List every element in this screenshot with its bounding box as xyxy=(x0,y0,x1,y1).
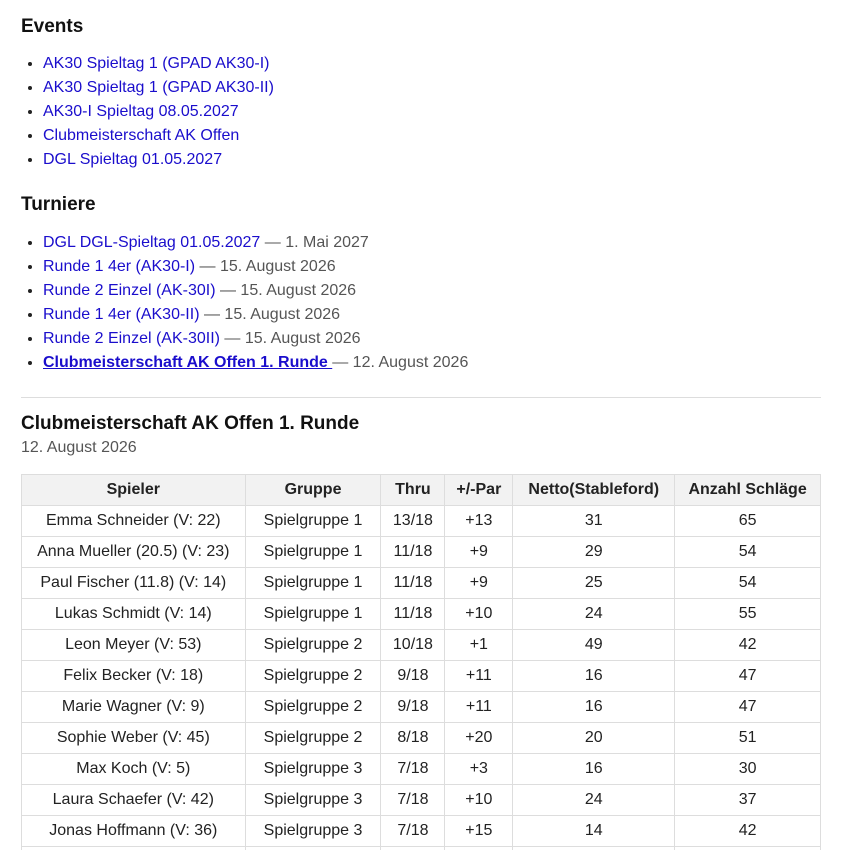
tournament-date: — 15. August 2026 xyxy=(215,282,357,299)
table-cell: +9 xyxy=(445,568,513,599)
tournament-link[interactable]: Runde 2 Einzel (AK-30I) xyxy=(43,282,216,299)
table-cell: 55 xyxy=(675,599,821,630)
turniere-list xyxy=(21,231,468,375)
table-cell: 24 xyxy=(513,785,675,816)
table-cell: 9/18 xyxy=(381,661,445,692)
event-link[interactable]: AK30 Spieltag 1 (GPAD AK30-II) xyxy=(43,79,274,96)
table-row xyxy=(22,754,821,785)
table-cell xyxy=(445,847,513,850)
table-cell: Max Koch (V: 5) xyxy=(22,754,246,785)
table-row xyxy=(22,723,821,754)
table-cell: 54 xyxy=(675,568,821,599)
table-row xyxy=(22,630,821,661)
column-header: Netto(Stableford) xyxy=(513,475,675,506)
table-cell: Leon Meyer (V: 53) xyxy=(22,630,246,661)
events-list xyxy=(21,52,274,172)
table-cell: 20 xyxy=(513,723,675,754)
table-cell: Lukas Schmidt (V: 14) xyxy=(22,599,246,630)
list-item xyxy=(43,303,468,327)
column-header: Gruppe xyxy=(245,475,381,506)
round-date: 12. August 2026 xyxy=(21,439,137,456)
table-cell: Sophie Weber (V: 45) xyxy=(22,723,246,754)
tournament-date: — 1. Mai 2027 xyxy=(260,234,369,251)
table-cell: +10 xyxy=(445,785,513,816)
table-row xyxy=(22,537,821,568)
table-cell: 11/18 xyxy=(381,537,445,568)
event-link[interactable]: AK30-I Spieltag 08.05.2027 xyxy=(43,103,239,120)
table-cell: 65 xyxy=(675,506,821,537)
table-row xyxy=(22,568,821,599)
turniere-heading: Turniere xyxy=(21,194,96,215)
list-item xyxy=(43,76,274,100)
tournament-link[interactable]: Runde 1 4er (AK30-I) xyxy=(43,258,196,275)
table-cell: 51 xyxy=(675,723,821,754)
list-item xyxy=(43,255,468,279)
table-cell: 11/18 xyxy=(381,568,445,599)
tournament-link-active[interactable]: Clubmeisterschaft AK Offen 1. Runde xyxy=(43,354,333,371)
table-cell: Spielgruppe 1 xyxy=(245,599,381,630)
table-cell: Spielgruppe 2 xyxy=(245,723,381,754)
table-cell: 7/18 xyxy=(381,754,445,785)
table-row xyxy=(22,816,821,847)
column-header: +/-Par xyxy=(445,475,513,506)
table-cell: +11 xyxy=(445,661,513,692)
table-cell: Marie Wagner (V: 9) xyxy=(22,692,246,723)
table-cell: +20 xyxy=(445,723,513,754)
table-cell: 54 xyxy=(675,537,821,568)
table-cell: 7/18 xyxy=(381,816,445,847)
tournament-link[interactable]: Runde 2 Einzel (AK-30II) xyxy=(43,330,220,347)
table-row xyxy=(22,506,821,537)
list-item xyxy=(43,148,274,172)
table-cell: +15 xyxy=(445,816,513,847)
table-cell: 31 xyxy=(513,506,675,537)
table-cell: Spielgruppe 1 xyxy=(245,568,381,599)
table-cell xyxy=(381,847,445,850)
table-cell: Anna Mueller (20.5) (V: 23) xyxy=(22,537,246,568)
table-cell: Spielgruppe 2 xyxy=(245,630,381,661)
round-title: Clubmeisterschaft AK Offen 1. Runde xyxy=(21,413,360,434)
events-heading: Events xyxy=(21,16,84,37)
table-cell: Spielgruppe 2 xyxy=(245,692,381,723)
table-cell: +11 xyxy=(445,692,513,723)
table-cell: 29 xyxy=(513,537,675,568)
table-cell xyxy=(22,847,246,850)
tournament-date: — 12. August 2026 xyxy=(332,354,469,371)
table-cell: Laura Schaefer (V: 42) xyxy=(22,785,246,816)
table-row xyxy=(22,599,821,630)
list-item xyxy=(43,124,274,148)
table-cell: 7/18 xyxy=(381,785,445,816)
table-cell: Spielgruppe 3 xyxy=(245,754,381,785)
table-cell: 9/18 xyxy=(381,692,445,723)
table-cell: 16 xyxy=(513,754,675,785)
table-cell: 47 xyxy=(675,661,821,692)
column-header: Anzahl Schläge xyxy=(675,475,821,506)
table-cell: +10 xyxy=(445,599,513,630)
table-cell xyxy=(245,847,381,850)
table-row xyxy=(22,847,821,850)
table-cell: 30 xyxy=(675,754,821,785)
table-cell: 47 xyxy=(675,692,821,723)
table-row xyxy=(22,692,821,723)
table-cell: +13 xyxy=(445,506,513,537)
table-cell: 13/18 xyxy=(381,506,445,537)
event-link[interactable]: DGL Spieltag 01.05.2027 xyxy=(43,151,223,168)
table-cell: Spielgruppe 3 xyxy=(245,785,381,816)
table-cell: Jonas Hoffmann (V: 36) xyxy=(22,816,246,847)
table-cell: 24 xyxy=(513,599,675,630)
table-header-row xyxy=(22,475,821,506)
table-cell: +9 xyxy=(445,537,513,568)
tournament-date: — 15. August 2026 xyxy=(195,258,336,275)
table-cell xyxy=(513,847,675,850)
tournament-date: — 15. August 2026 xyxy=(199,306,341,323)
tournament-date: — 15. August 2026 xyxy=(219,330,361,347)
table-cell: Spielgruppe 1 xyxy=(245,537,381,568)
table-cell: Spielgruppe 2 xyxy=(245,661,381,692)
table-cell: 25 xyxy=(513,568,675,599)
event-link[interactable]: AK30 Spieltag 1 (GPAD AK30-I) xyxy=(43,55,270,72)
table-cell: 16 xyxy=(513,661,675,692)
table-row xyxy=(22,661,821,692)
list-item-active xyxy=(43,351,468,375)
results-body xyxy=(22,506,821,850)
divider xyxy=(21,397,821,398)
column-header: Thru xyxy=(381,475,445,506)
table-cell: 11/18 xyxy=(381,599,445,630)
table-cell: Emma Schneider (V: 22) xyxy=(22,506,246,537)
table-cell: 49 xyxy=(513,630,675,661)
table-cell: 42 xyxy=(675,816,821,847)
list-item xyxy=(43,279,468,303)
list-item xyxy=(43,327,468,351)
table-cell: 14 xyxy=(513,816,675,847)
column-header: Spieler xyxy=(22,475,246,506)
results-table xyxy=(21,474,821,850)
table-cell: Spielgruppe 3 xyxy=(245,816,381,847)
table-cell: +3 xyxy=(445,754,513,785)
tournament-link[interactable]: Runde 1 4er (AK30-II) xyxy=(43,306,200,323)
table-cell xyxy=(675,847,821,850)
table-row xyxy=(22,785,821,816)
tournament-link[interactable]: DGL DGL-Spieltag 01.05.2027 xyxy=(43,234,261,251)
table-cell: 16 xyxy=(513,692,675,723)
table-cell: 37 xyxy=(675,785,821,816)
table-cell: Felix Becker (V: 18) xyxy=(22,661,246,692)
table-cell: 42 xyxy=(675,630,821,661)
table-cell: Spielgruppe 1 xyxy=(245,506,381,537)
table-cell: +1 xyxy=(445,630,513,661)
list-item xyxy=(43,100,274,124)
event-link[interactable]: Clubmeisterschaft AK Offen xyxy=(43,127,240,144)
table-cell: Paul Fischer (11.8) (V: 14) xyxy=(22,568,246,599)
table-cell: 8/18 xyxy=(381,723,445,754)
list-item xyxy=(43,231,468,255)
list-item xyxy=(43,52,274,76)
table-cell: 10/18 xyxy=(381,630,445,661)
